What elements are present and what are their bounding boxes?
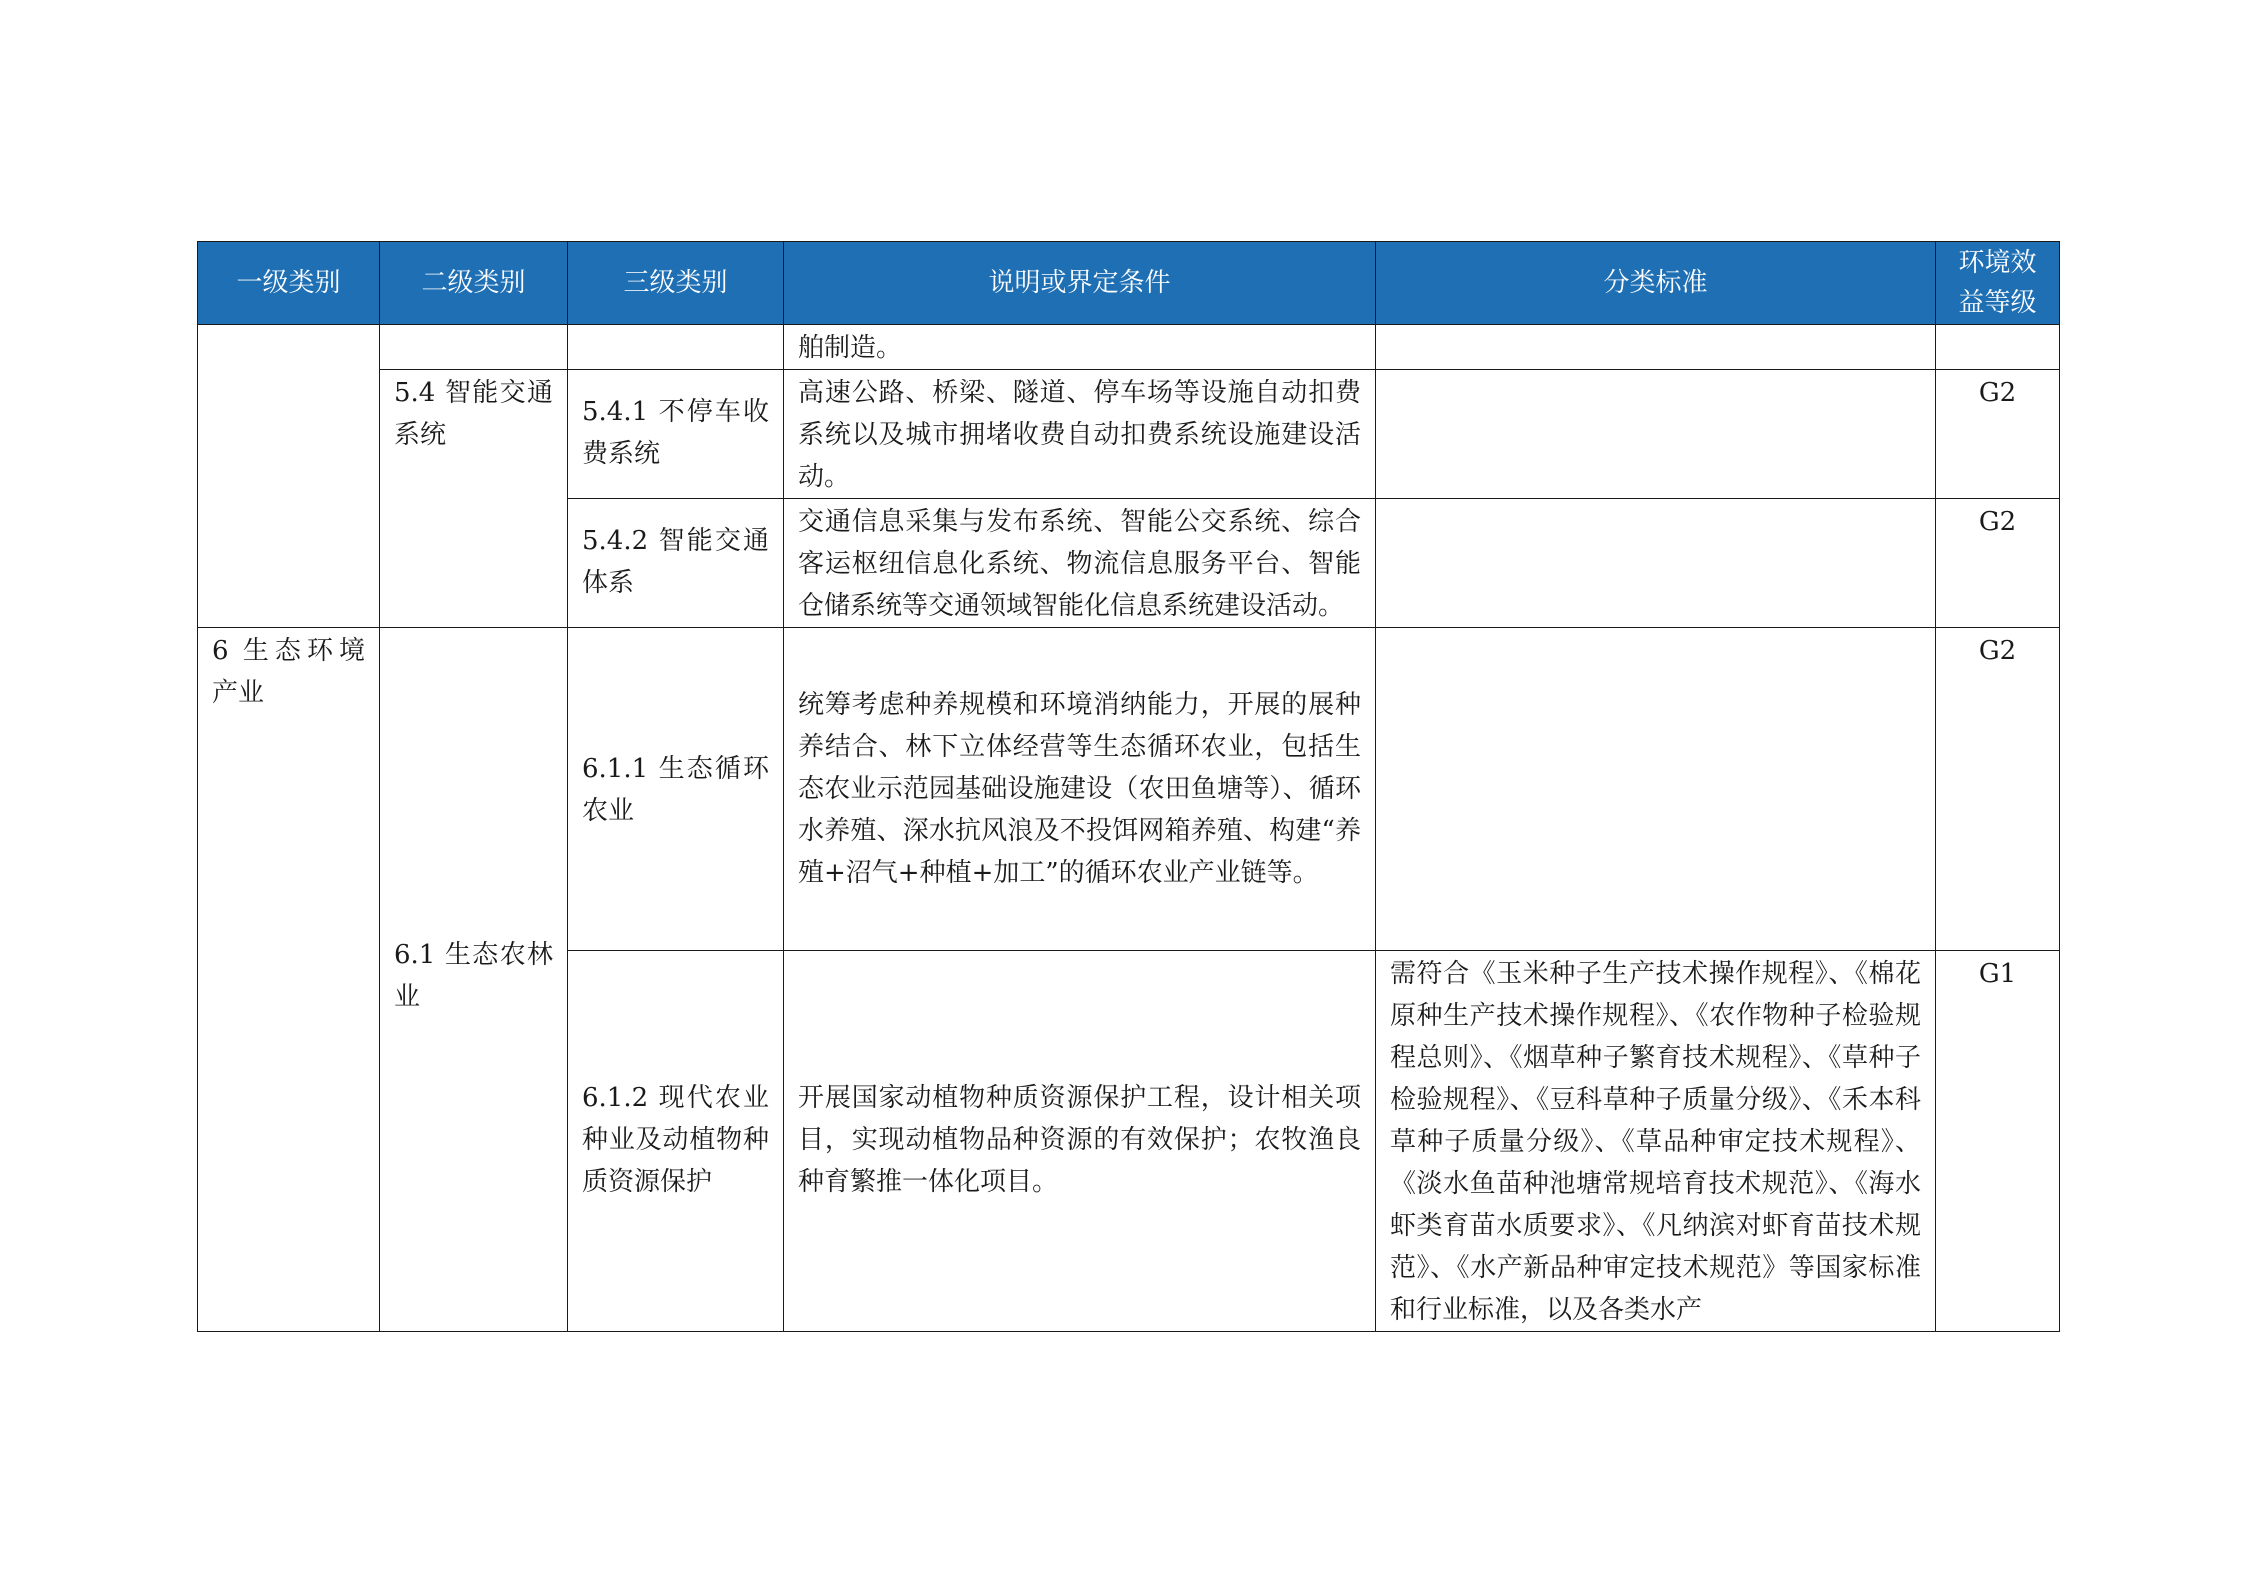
grade-cell	[1936, 628, 2060, 951]
table-row	[198, 325, 2060, 370]
secondary-text: 6.1 生态农林业	[394, 940, 553, 1012]
grade-cell	[1936, 370, 2060, 499]
tertiary-cell	[568, 370, 784, 499]
grade-text: G2	[1978, 507, 2017, 537]
standard-cell	[1376, 628, 1936, 951]
primary-text: 6 生态环境产业	[212, 636, 365, 708]
tertiary-text: 5.4.1 不停车收费系统	[582, 397, 769, 469]
standard-text: 需符合《玉米种子生产技术操作规程》、《棉花原种生产技术操作规程》、《农作物种子检验规程总则》、《烟草种子繁育技术规程》、《草种子检验规程》、《豆科草种子质量分级》、《禾本科草种子质量分级》、《草品种审定技术规程》、《淡水鱼苗种池塘常规培育技术规范》、《海水虾类育苗水质要求》、《凡纳滨对虾育苗技术规范》、《水产新品种审定技术规范》等国家标准和行业标准，以及各类水产	[1390, 959, 1921, 1325]
secondary-cell	[380, 370, 568, 628]
standard-cell	[1376, 499, 1936, 628]
tertiary-cell	[568, 499, 784, 628]
tertiary-cell-empty	[568, 325, 784, 370]
primary-cell-empty	[198, 325, 380, 628]
standard-text	[1376, 499, 1935, 501]
tertiary-text: 6.1.2 现代农业种业及动植物种质资源保护	[582, 1083, 769, 1197]
description-text: 统筹考虑种养规模和环境消纳能力，开展的展种养结合、林下立体经营等生态循环农业，包括生态农业示范园基础设施建设（农田鱼塘等）、循环水养殖、深水抗风浪及不投饵网箱养殖、构建“养殖+沼气+种植+加工”的循环农业产业链等。	[798, 690, 1361, 888]
grade-text: G2	[1978, 378, 2017, 408]
description-cell	[784, 370, 1376, 499]
header-grade	[1936, 242, 2060, 325]
secondary-cell	[380, 628, 568, 1332]
tertiary-cell	[568, 951, 784, 1332]
grade-text: G2	[1978, 636, 2017, 666]
header-description: 说明或界定条件	[784, 242, 1376, 325]
primary-cell	[198, 628, 380, 1332]
header-grade-label: 环境效益等级	[1958, 248, 2037, 318]
header-row	[198, 242, 2060, 325]
grade-cell	[1936, 499, 2060, 628]
description-cell	[784, 628, 1376, 951]
grade-cell	[1936, 951, 2060, 1332]
tertiary-text: 5.4.2 智能交通体系	[582, 526, 769, 598]
description-text: 高速公路、桥梁、隧道、停车场等设施自动扣费系统以及城市拥堵收费自动扣费系统设施建设活动。	[798, 378, 1361, 492]
standard-cell	[1376, 325, 1936, 370]
description-cell	[784, 951, 1376, 1332]
header-standard: 分类标准	[1376, 242, 1936, 325]
table-row	[198, 628, 2060, 951]
header-primary-category: 一级类别	[198, 242, 380, 325]
description-text: 开展国家动植物种质资源保护工程，设计相关项目，实现动植物品种资源的有效保护；农牧渔良种育繁推一体化项目。	[798, 1083, 1361, 1197]
grade-cell	[1936, 325, 2060, 370]
description-text: 舶制造。	[798, 333, 903, 363]
grade-text: G1	[1978, 959, 2017, 989]
table-row	[198, 370, 2060, 499]
secondary-text: 5.4 智能交通系统	[394, 378, 553, 450]
header-secondary-category: 二级类别	[380, 242, 568, 325]
classification-table	[197, 241, 2060, 1332]
standard-cell	[1376, 370, 1936, 499]
secondary-cell-empty	[380, 325, 568, 370]
description-cell	[784, 325, 1376, 370]
standard-text	[1376, 370, 1935, 372]
description-cell	[784, 499, 1376, 628]
description-text: 交通信息采集与发布系统、智能公交系统、综合客运枢纽信息化系统、物流信息服务平台、智能仓储系统等交通领域智能化信息系统建设活动。	[798, 507, 1361, 621]
tertiary-cell	[568, 628, 784, 951]
standard-cell	[1376, 951, 1936, 1332]
header-tertiary-category: 三级类别	[568, 242, 784, 325]
tertiary-text: 6.1.1 生态循环农业	[582, 754, 769, 826]
standard-text	[1376, 628, 1935, 630]
